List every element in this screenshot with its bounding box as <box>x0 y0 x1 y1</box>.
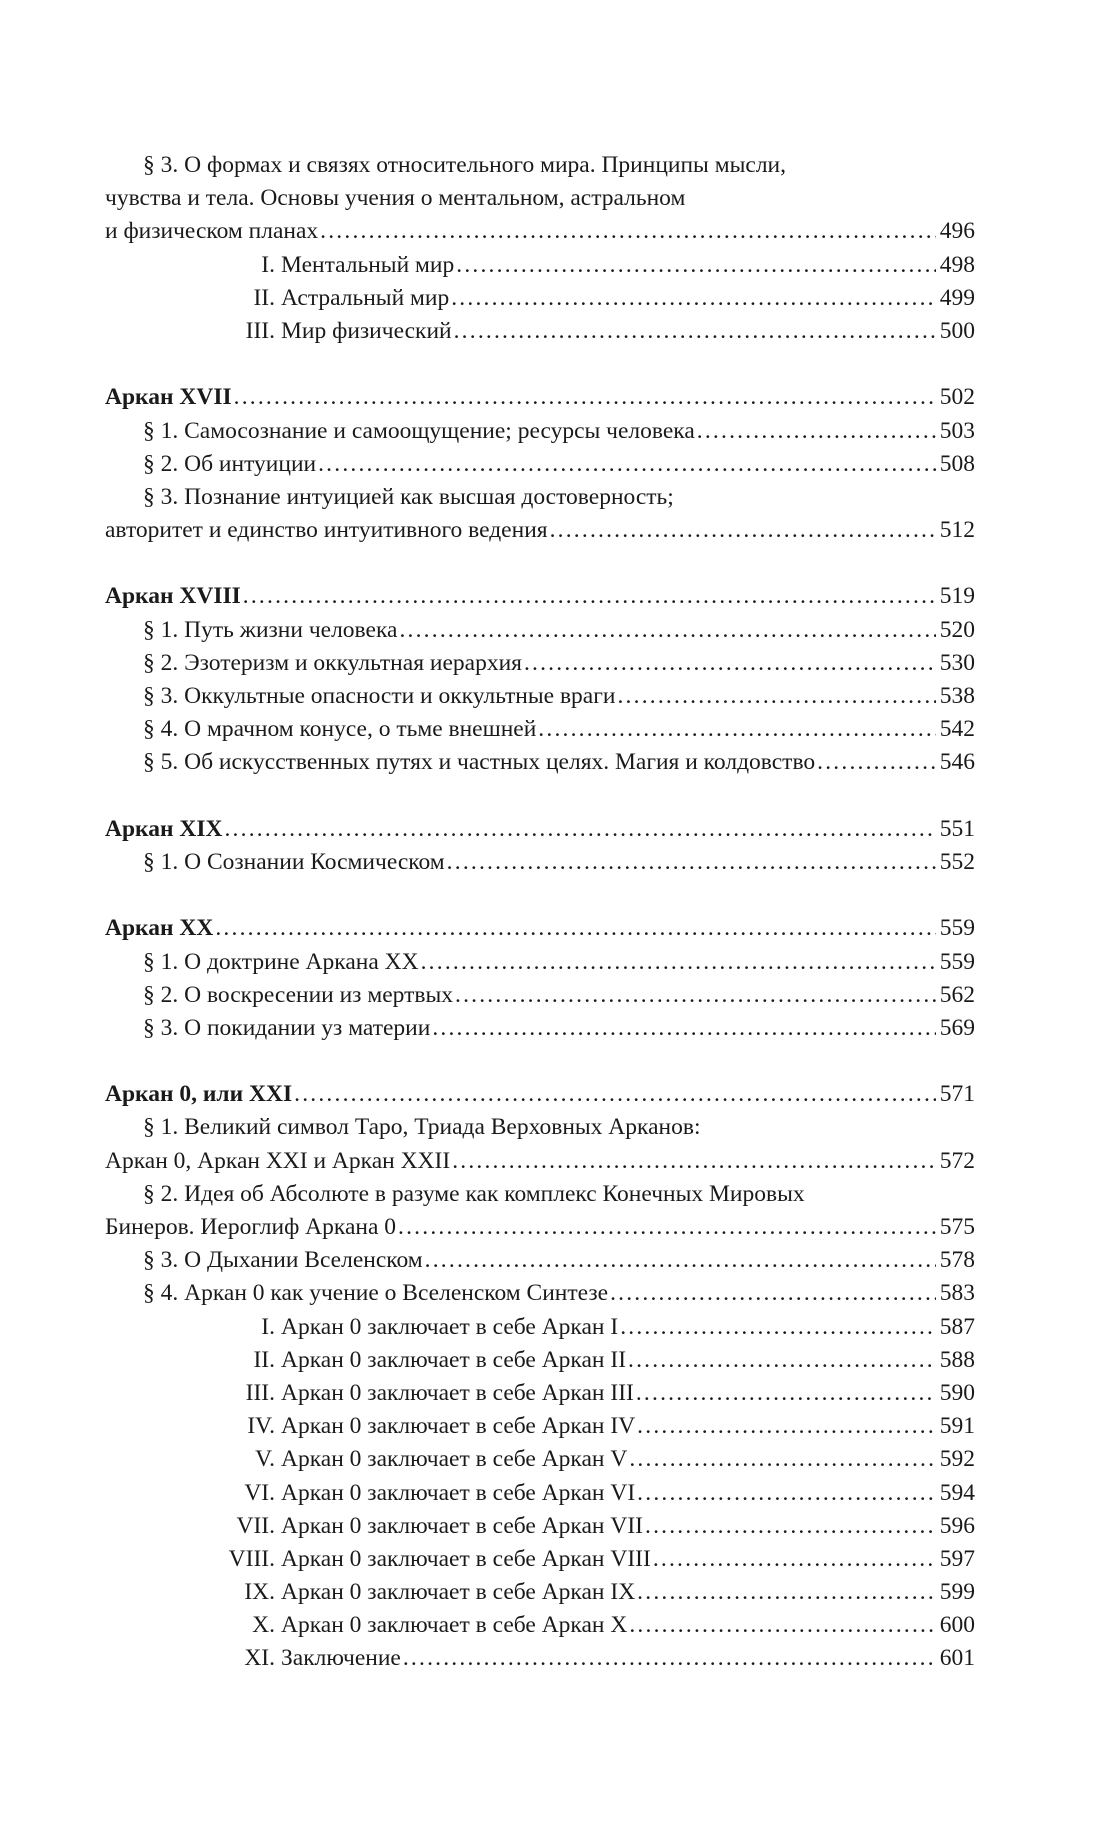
page-number: 499 <box>939 284 975 311</box>
page-number: 587 <box>939 1313 975 1340</box>
dot-leader <box>398 1211 936 1244</box>
dot-leader <box>432 1012 935 1045</box>
page-number: 596 <box>939 1512 975 1539</box>
dot-leader <box>610 1277 936 1310</box>
dot-leader <box>817 746 936 779</box>
toc-entry[interactable] <box>105 448 975 481</box>
dot-leader <box>454 315 936 348</box>
entry-title: § 1. О Сознании Космическом <box>143 848 445 875</box>
roman-numeral: I. <box>261 1313 275 1340</box>
dot-leader <box>243 580 936 613</box>
dot-leader <box>629 1609 935 1642</box>
page-number: 542 <box>939 716 975 743</box>
entry-title <box>105 1576 637 1609</box>
page-number: 538 <box>939 683 975 709</box>
dot-leader <box>215 912 935 945</box>
toc-chapter-entry[interactable] <box>105 580 975 613</box>
roman-numeral: VII. <box>236 1512 275 1539</box>
dot-leader <box>399 614 935 647</box>
entry-text: Мир физический <box>281 317 452 344</box>
page-number: 530 <box>939 649 975 676</box>
toc-subentry[interactable] <box>105 1576 975 1609</box>
entry-title <box>105 1510 645 1543</box>
entry-title: § 5. Об искусственных путях и частных целях. Магия и колдовство <box>143 749 816 776</box>
roman-numeral: XI. <box>244 1645 275 1672</box>
entry-text: Аркан 0 заключает в себе Аркан IV <box>281 1413 636 1440</box>
entry-title: § 2. Об интуиции <box>143 450 317 477</box>
toc-title-line: § 1. Великий символ Таро, Триада Верховных Арканов: <box>143 1114 701 1141</box>
toc-subentry[interactable] <box>105 1543 975 1576</box>
page-number: 600 <box>939 1612 975 1639</box>
page-number: 496 <box>939 218 975 245</box>
toc-entry[interactable] <box>105 1211 975 1244</box>
entry-text: Аркан 0 заключает в себе Аркан X <box>281 1612 628 1639</box>
entry-title: Бинеров. Иероглиф Аркана 0 <box>105 1214 397 1240</box>
page-number: 503 <box>939 417 975 444</box>
toc-subentry[interactable] <box>105 1410 975 1443</box>
page-number: 571 <box>939 1081 975 1108</box>
toc-section <box>105 912 975 1045</box>
toc-section <box>105 1078 975 1675</box>
roman-numeral: III. <box>245 1379 275 1406</box>
roman-numeral: III. <box>245 317 275 344</box>
entry-title: § 3. Оккультные опасности и оккультные враги <box>143 683 616 709</box>
entry-title: § 2. О воскресении из мертвых <box>143 981 453 1008</box>
page-number: 508 <box>939 450 975 477</box>
entry-title <box>105 1311 620 1344</box>
toc-title-line: § 2. Идея об Абсолюте в разуме как комплекс Конечных Мировых <box>143 1180 805 1207</box>
toc-subentry[interactable] <box>105 1477 975 1510</box>
page-number: 578 <box>939 1247 975 1274</box>
table-of-contents <box>105 149 975 1709</box>
entry-text: Астральный мир <box>281 284 450 311</box>
entry-title: § 3. О покидании уз материи <box>143 1014 431 1041</box>
toc-entry[interactable] <box>105 846 975 879</box>
page-number: 583 <box>939 1280 975 1307</box>
dot-leader <box>224 813 935 846</box>
page-number: 569 <box>939 1014 975 1041</box>
toc-entry[interactable] <box>105 647 975 680</box>
toc-subentry[interactable] <box>105 1609 975 1642</box>
toc-subentry[interactable] <box>105 1377 975 1410</box>
toc-subentry[interactable] <box>105 315 975 348</box>
toc-title-line: § 3. Познание интуицией как высшая достоверность; <box>143 483 674 510</box>
dot-leader <box>425 1244 936 1277</box>
entry-title: § 1. Путь жизни человека <box>143 616 398 643</box>
toc-entry[interactable] <box>105 415 975 448</box>
roman-numeral: V. <box>255 1446 275 1473</box>
toc-section <box>105 381 975 547</box>
toc-subentry[interactable] <box>105 1311 975 1344</box>
entry-title <box>105 1477 637 1510</box>
dot-leader <box>620 1311 936 1344</box>
page-number: 601 <box>939 1645 975 1672</box>
page-number: 588 <box>939 1346 975 1373</box>
toc-entry[interactable] <box>105 979 975 1012</box>
toc-subentry[interactable] <box>105 1642 975 1675</box>
page-number: 575 <box>939 1214 975 1240</box>
entry-title <box>105 1543 653 1576</box>
toc-entry[interactable] <box>105 1277 975 1310</box>
dot-leader <box>637 1477 936 1510</box>
page-number: 594 <box>939 1479 975 1506</box>
entry-title <box>105 315 454 348</box>
dot-leader <box>294 1078 936 1111</box>
entry-title: и физическом планах <box>105 218 319 245</box>
toc-chapter-entry[interactable] <box>105 912 975 945</box>
entry-title <box>105 1642 403 1675</box>
entry-title: авторитет и единство интуитивного ведения <box>105 517 548 544</box>
entry-text: Заключение <box>281 1645 401 1672</box>
page-number: 559 <box>939 915 975 942</box>
toc-entry[interactable] <box>105 514 975 547</box>
dot-leader <box>637 1410 936 1443</box>
page-number: 498 <box>939 251 975 278</box>
roman-numeral: VI. <box>244 1479 275 1506</box>
entry-title: § 4. О мрачном конусе, о тьме внешней <box>143 716 537 743</box>
dot-leader <box>697 415 936 448</box>
toc-subentry[interactable] <box>105 249 975 282</box>
toc-section <box>105 149 975 348</box>
toc-entry[interactable] <box>105 746 975 779</box>
dot-leader <box>447 846 936 879</box>
dot-leader <box>653 1543 936 1576</box>
dot-leader <box>456 249 936 282</box>
page-number: 572 <box>939 1147 975 1174</box>
roman-numeral: I. <box>261 251 275 278</box>
entry-text: Аркан 0 заключает в себе Аркан VII <box>281 1512 643 1539</box>
entry-title: Аркан XX <box>105 915 214 942</box>
roman-numeral: IX. <box>244 1579 275 1606</box>
dot-leader <box>455 979 936 1012</box>
page-number: 552 <box>939 848 975 875</box>
toc-chapter-entry[interactable] <box>105 813 975 846</box>
page-number: 520 <box>939 616 975 643</box>
page-number: 546 <box>939 749 975 776</box>
entry-title <box>105 282 451 315</box>
dot-leader <box>452 1145 936 1178</box>
dot-leader <box>538 713 935 746</box>
toc-entry[interactable] <box>105 614 975 647</box>
roman-numeral: II. <box>253 284 275 311</box>
page-number: 597 <box>939 1545 975 1572</box>
dot-leader <box>550 514 936 547</box>
dot-leader <box>403 1642 936 1675</box>
dot-leader <box>629 1443 935 1476</box>
toc-subentry[interactable] <box>105 1510 975 1543</box>
entry-title: § 2. Эзотеризм и оккультная иерархия <box>143 649 522 676</box>
toc-title-line: чувства и тела. Основы учения о ментальном, астральном <box>105 185 686 212</box>
entry-title: Аркан XVII <box>105 384 232 411</box>
entry-title: Аркан 0, Аркан XXI и Аркан XXII <box>105 1147 451 1174</box>
entry-title <box>105 1377 636 1410</box>
roman-numeral: IV. <box>247 1413 275 1440</box>
entry-title <box>105 1443 629 1476</box>
toc-section <box>105 813 975 879</box>
entry-text: Аркан 0 заключает в себе Аркан VI <box>281 1479 636 1506</box>
entry-text: Аркан 0 заключает в себе Аркан IX <box>281 1579 636 1606</box>
toc-subentry[interactable] <box>105 282 975 315</box>
toc-entry[interactable] <box>105 680 975 713</box>
entry-text: Аркан 0 заключает в себе Аркан I <box>281 1313 619 1340</box>
toc-entry[interactable] <box>105 1145 975 1178</box>
entry-text: Ментальный мир <box>281 251 455 278</box>
dot-leader <box>421 946 936 979</box>
toc-entry[interactable] <box>105 713 975 746</box>
roman-numeral: II. <box>253 1346 275 1373</box>
dot-leader <box>637 1576 936 1609</box>
page-number: 559 <box>939 948 975 975</box>
toc-subentry[interactable] <box>105 1344 975 1377</box>
page-number: 562 <box>939 981 975 1008</box>
dot-leader <box>636 1377 936 1410</box>
dot-leader <box>234 381 936 414</box>
roman-numeral: VIII. <box>228 1545 275 1572</box>
dot-leader <box>524 647 936 680</box>
dot-leader <box>318 448 936 481</box>
entry-text: Аркан 0 заключает в себе Аркан V <box>281 1446 628 1473</box>
dot-leader <box>451 282 936 315</box>
toc-entry[interactable] <box>105 946 975 979</box>
entry-title: § 4. Аркан 0 как учение о Вселенском Синтезе <box>143 1280 609 1307</box>
page-number: 519 <box>939 583 975 610</box>
entry-title: Аркан 0, или XXI <box>105 1081 293 1108</box>
entry-text: Аркан 0 заключает в себе Аркан III <box>281 1379 634 1406</box>
entry-title: Аркан XIX <box>105 815 223 842</box>
page-number: 502 <box>939 384 975 411</box>
entry-title <box>105 1344 628 1377</box>
entry-title: § 3. О Дыхании Вселенском <box>143 1247 423 1274</box>
toc-title-line: § 3. О формах и связях относительного мира. Принципы мысли, <box>143 152 786 178</box>
entry-title <box>105 1410 637 1443</box>
toc-subentry[interactable] <box>105 1443 975 1476</box>
entry-title <box>105 1609 629 1642</box>
toc-entry[interactable] <box>105 1012 975 1045</box>
entry-text: Аркан 0 заключает в себе Аркан II <box>281 1346 627 1373</box>
page-number: 590 <box>939 1379 975 1406</box>
entry-title: § 1. Самосознание и самоощущение; ресурсы человека <box>143 417 695 444</box>
entry-text: Аркан 0 заключает в себе Аркан VIII <box>281 1545 651 1572</box>
toc-entry[interactable] <box>105 1244 975 1277</box>
dot-leader <box>645 1510 936 1543</box>
entry-title: § 1. О доктрине Аркана XX <box>143 948 419 975</box>
toc-entry[interactable] <box>105 215 975 248</box>
page-number: 500 <box>939 317 975 344</box>
dot-leader <box>628 1344 936 1377</box>
dot-leader <box>617 680 935 713</box>
entry-title: Аркан XVIII <box>105 583 241 610</box>
entry-title <box>105 249 456 282</box>
page-number: 592 <box>939 1446 975 1473</box>
page-number: 591 <box>939 1413 975 1440</box>
toc-section <box>105 580 975 779</box>
toc-chapter-entry[interactable] <box>105 1078 975 1111</box>
page-number: 551 <box>939 815 975 842</box>
page-number: 599 <box>939 1579 975 1606</box>
dot-leader <box>320 215 936 248</box>
page-number: 512 <box>939 517 975 544</box>
toc-chapter-entry[interactable] <box>105 381 975 414</box>
roman-numeral: X. <box>252 1612 275 1639</box>
